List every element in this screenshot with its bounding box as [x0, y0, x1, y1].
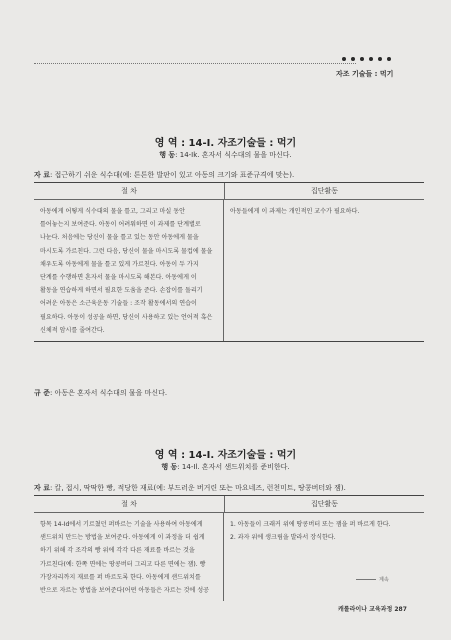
section2-behavior [0, 462, 451, 472]
header-section-label: 자조 기술들 : 먹기 [336, 70, 394, 78]
header-dots [342, 57, 391, 61]
section1-criteria-label: 규 준 [34, 389, 50, 397]
section2-procedure-text: 항목 14-Ⅰd에서 기르쳤던 퍼바르는 기술을 사용하여 아동에게 샌드위치 만드는 방법을 보여준다. 아동에게 이 과정을 더 쉽게 하기 위해 각 조각의 빵 위에 각각 다른 재료를 바르는 것을 가르친다(예: 한쪽 면에는 땅콩버터 그리고 다른 면에는 잼). 빵 가장자리까지 재료를 퍼 바르도록 한다. 아동에게 샌드위치를 반으로 자르는 방법을 보여준다(어떤 아동들은 자르는 것에 성공 [34, 513, 224, 601]
section2-materials-text: : 칼, 접시, 딱딱한 빵, 적당한 재료(예: 부드러운 버거린 또는 마요네즈, 런천미트, 땅콩버터와 잼). [49, 484, 346, 492]
section1-criteria-text: : 아동은 혼자서 식수대의 물을 마신다. [49, 389, 168, 397]
header-dot [369, 57, 373, 61]
header-dotted-rule [34, 63, 356, 64]
section1-materials-label: 자 료 [34, 171, 50, 179]
section1-table-body [34, 200, 424, 341]
section2-group-text: 1. 아동들이 크래커 위에 땅콩버터 또는 잼을 퍼 바르게 한다. 2. 과자 위에 생크림을 발라서 장식한다. [230, 521, 391, 542]
section2-materials-label: 자 료 [34, 484, 50, 492]
header-dot [387, 57, 391, 61]
section2-table-body [34, 513, 424, 601]
section1-table-header [34, 183, 424, 200]
continued-marker [356, 576, 389, 583]
section1-col-procedure: 절 차 [34, 183, 225, 199]
header-dot [378, 57, 382, 61]
page-footer: 캐롤라이나 교육과정 287 [338, 606, 407, 613]
section2-behavior-label: 행 동 [161, 463, 178, 471]
section1-title: 영 역 : 14-Ⅰ. 자조기술들 : 먹기 [154, 138, 297, 149]
section2-col-procedure: 절 차 [34, 496, 225, 512]
section2-behavior-text: : 14-Ⅰl. 혼자서 샌드위치를 준비한다. [177, 463, 290, 471]
header-dot [351, 57, 355, 61]
header-dot [342, 57, 346, 61]
continued-text: 계속 [379, 577, 389, 583]
section1-group-text: 아동들에게 이 과제는 개인적인 교수가 필요하다. [230, 208, 360, 215]
section1-col-group: 집단활동 [310, 187, 339, 195]
section1-materials-text: : 접근하기 쉬운 식수대(예: 튼튼한 발판이 있고 아동의 크기와 표준규격에 맞는). [49, 171, 295, 179]
section2-title: 영 역 : 14-Ⅰ. 자조기술들 : 먹기 [154, 450, 297, 461]
section1-behavior-text: : 14-Ⅰk. 혼자서 식수대의 물을 마신다. [175, 151, 292, 159]
section1-behavior-label: 행 동 [159, 151, 176, 159]
section2-col-group: 집단활동 [310, 500, 339, 508]
section2-table [34, 495, 424, 601]
section2-materials [34, 483, 424, 493]
section1-table [34, 182, 424, 342]
section1-behavior [0, 150, 451, 160]
continued-line [356, 579, 376, 580]
header-dot [360, 57, 364, 61]
section1-criteria [34, 388, 167, 398]
section1-materials [34, 170, 424, 180]
section2-table-header [34, 496, 424, 513]
section1-procedure-text: 아동에게 어떻게 식수대의 물을 틀고, 그리고 마실 동안 틀어놓는지 보여준다. 아동이 어려워하면 이 과제를 단계별로 나눈다. 처음에는 당신이 물을 틀고 있는 동안 아동에게 물을 마시도록 가르친다. 그런 다음, 당신이 물을 마시도록 물컵에 물을 채우도록 아동에게 물을 틀고 있게 가르친다. 아동이 두 가지 단계를 수행하면 혼자서 물을 마시도록 해본다. 아동에게 이 활동을 연습하게 하면서 필요한 도움을 준다. 손잡이를 돌리기 어려운 아동은 소근육운동 기술들 : 조작 활동에서의 연습이 필요하다. 아동이 성공을 하면, 당신이 사용하고 있는 언어적 혹은 신체적 암시를 줄여간다. [34, 200, 224, 341]
